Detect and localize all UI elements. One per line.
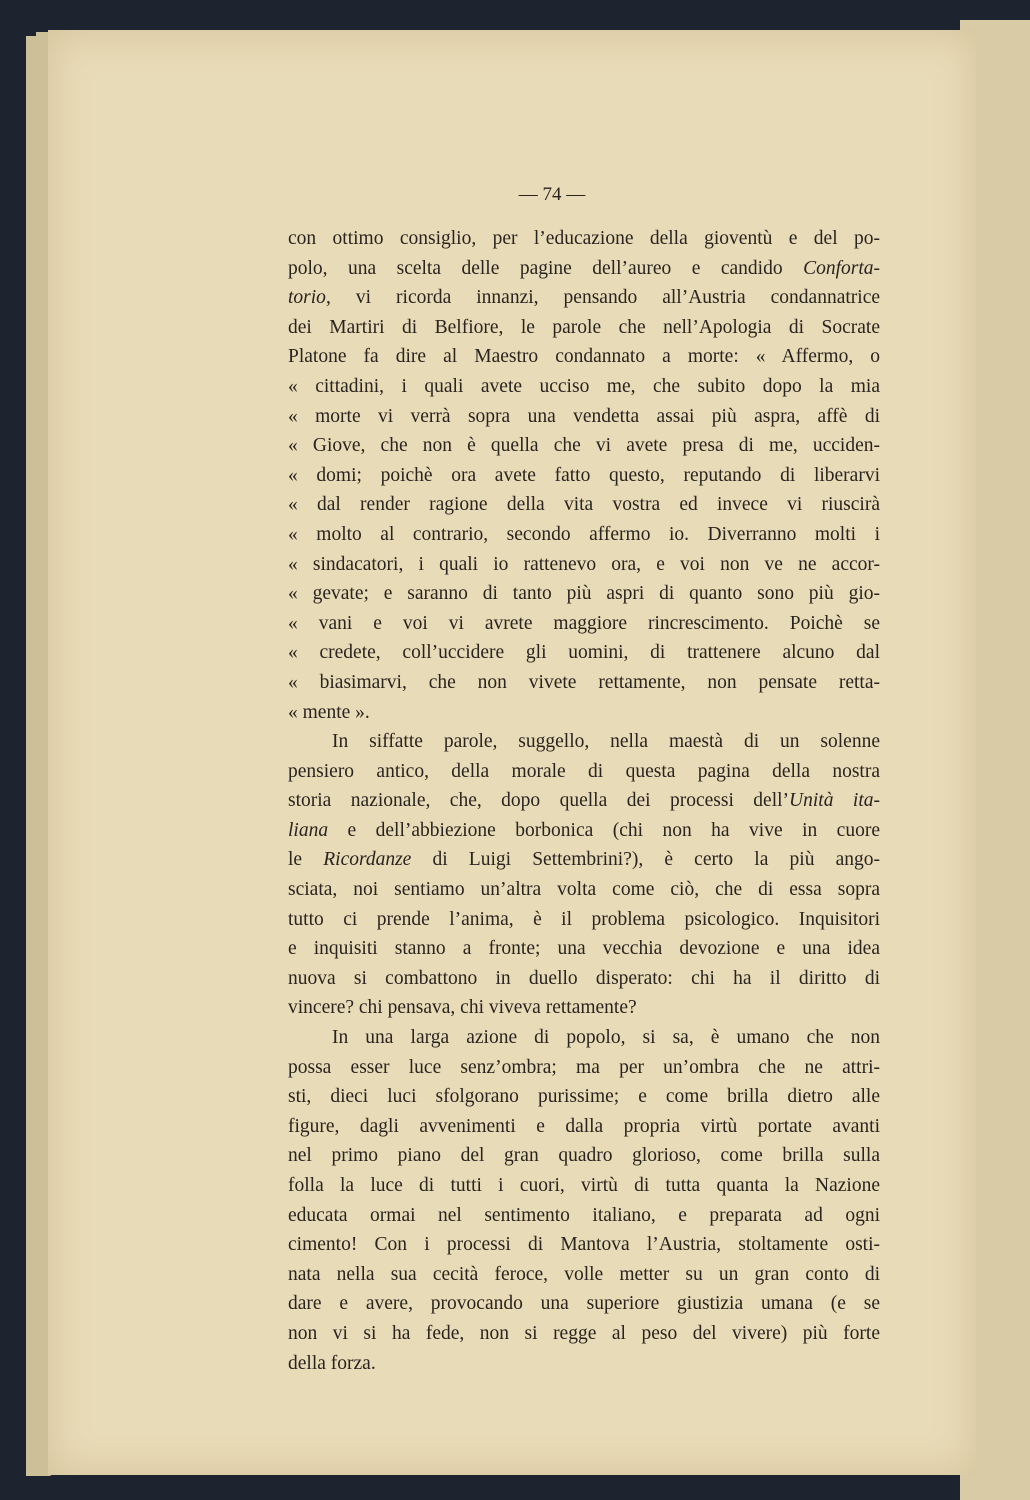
italic-title-text: Ricordanze: [323, 849, 412, 871]
text-line: [288, 1201, 880, 1231]
text-line: [288, 342, 880, 372]
line-text: nel primo piano del gran quadro glorioso, come brilla sulla: [288, 1145, 880, 1167]
line-text: , vi ricorda innanzi, pensando all’Austria condannatrice: [325, 287, 880, 309]
italic-title-text: Unità ita-: [789, 790, 880, 812]
text-line: [288, 1260, 880, 1290]
line-text: storia nazionale, che, dopo quella dei processi dell’: [288, 790, 790, 812]
text-line: [288, 1053, 880, 1083]
text-line: [288, 964, 880, 994]
text-line: [288, 372, 880, 402]
line-text: tutto ci prende l’anima, è il problema psicologico. Inquisitori: [288, 908, 880, 930]
text-line: [288, 875, 880, 905]
text-line: [288, 520, 880, 550]
line-text: con ottimo consiglio, per l’educazione della gioventù e del po-: [288, 228, 880, 249]
text-line: [288, 1230, 880, 1260]
text-line: [288, 254, 880, 284]
text-line: [288, 283, 880, 313]
text-line: [288, 993, 880, 1023]
line-text: possa esser luce senz’ombra; ma per un’ombra che ne attri-: [288, 1056, 880, 1078]
line-text: « biasimarvi, che non vivete rettamente, non pensate retta-: [288, 671, 880, 693]
text-line: [288, 431, 880, 461]
line-text: « credete, coll’uccidere gli uomini, di trattenere alcuno dal: [288, 642, 880, 664]
text-line: [288, 786, 880, 816]
text-line: [288, 1171, 880, 1201]
line-text: « Giove, che non è quella che vi avete presa di me, ucciden-: [288, 435, 880, 457]
line-text: folla la luce di tutti i cuori, virtù di tutta quanta la Nazione: [288, 1175, 880, 1196]
line-text: Platone fa dire al Maestro condannato a morte: « Affermo, o: [288, 346, 880, 368]
line-text: « domi; poichè ora avete fatto questo, reputando di liberarvi: [288, 464, 880, 486]
italic-title-text: Conforta-: [803, 257, 880, 279]
text-line: [288, 609, 880, 639]
line-text: non vi si ha fede, non si regge al peso del vivere) più forte: [288, 1322, 880, 1344]
text-line: [288, 313, 880, 343]
line-text: In siffatte parole, suggello, nella maestà di un solenne: [332, 731, 880, 753]
text-line: [288, 1112, 880, 1142]
text-line: [288, 934, 880, 964]
line-text: di Luigi Settembrini?), è certo la più ango-: [411, 849, 880, 871]
line-text: sciata, noi sentiamo un’altra volta come ciò, che di essa sopra: [288, 879, 880, 901]
line-text: dare e avere, provocando una superiore giustizia umana (e se: [288, 1293, 880, 1315]
italic-title-text: torio: [288, 287, 326, 309]
line-text: « vani e voi vi avrete maggiore rincrescimento. Poichè se: [288, 612, 880, 634]
line-text: « morte vi verrà sopra una vendetta assai più aspra, affè di: [288, 405, 880, 427]
line-text: « cittadini, i quali avete ucciso me, che subito dopo la mia: [288, 375, 880, 397]
line-text: educata ormai nel sentimento italiano, e preparata ad ogni: [288, 1204, 880, 1226]
text-line: [288, 668, 880, 698]
text-line: [288, 1082, 880, 1112]
line-text: e inquisiti stanno a fronte; una vecchia devozione e una idea: [288, 938, 880, 960]
text-line: [288, 224, 880, 254]
line-text: cimento! Con i processi di Mantova l’Austria, stoltamente osti-: [288, 1234, 880, 1256]
text-line: [288, 698, 880, 728]
line-text: e dell’abbiezione borbonica (chi non ha vive in cuore: [328, 819, 880, 841]
line-text: « gevate; e saranno di tanto più aspri di quanto sono più gio-: [288, 583, 880, 605]
line-text: nata nella sua cecità feroce, volle metter su un gran conto di: [288, 1263, 880, 1285]
line-text: « molto al contrario, secondo affermo io. Diverranno molti i: [288, 523, 880, 545]
text-line: [288, 757, 880, 787]
text-line: [288, 402, 880, 432]
line-text: « sindacatori, i quali io rattenevo ora, e voi non ve ne accor-: [288, 553, 880, 575]
line-text: « mente ».: [288, 701, 370, 723]
text-line: [288, 1141, 880, 1171]
line-text: dei Martiri di Belfiore, le parole che nell’Apologia di Socrate: [288, 316, 880, 338]
text-line: [288, 579, 880, 609]
book-page: [48, 30, 976, 1475]
text-line: [288, 1289, 880, 1319]
page-number: — 74 —: [518, 184, 586, 205]
line-text: sti, dieci luci sfolgorano purissime; e come brilla dietro alle: [288, 1086, 880, 1108]
line-text: figure, dagli avvenimenti e dalla propria virtù portate avanti: [288, 1115, 880, 1137]
line-text: In una larga azione di popolo, si sa, è umano che non: [332, 1027, 880, 1049]
text-line: [288, 1319, 880, 1349]
line-text: nuova si combattono in duello disperato: chi ha il diritto di: [288, 967, 880, 989]
text-line: [288, 461, 880, 491]
text-line: [288, 638, 880, 668]
text-line: [288, 1349, 880, 1379]
text-line: [288, 845, 880, 875]
line-text: polo, una scelta delle pagine dell’aureo e candido: [288, 257, 804, 279]
line-text: pensiero antico, della morale di questa pagina della nostra: [288, 760, 880, 782]
text-line: [288, 490, 880, 520]
line-text: « dal render ragione della vita vostra ed invece vi riuscirà: [288, 494, 880, 516]
line-text: le: [288, 849, 324, 871]
italic-title-text: liana: [288, 819, 329, 841]
text-line: [288, 550, 880, 580]
text-line: [288, 727, 880, 757]
page-body-text: [288, 224, 880, 1378]
text-line: [288, 1023, 880, 1053]
line-text: della forza.: [288, 1352, 376, 1374]
text-line: [288, 905, 880, 935]
line-text: vincere? chi pensava, chi viveva rettamente?: [288, 997, 637, 1019]
text-line: [288, 816, 880, 846]
